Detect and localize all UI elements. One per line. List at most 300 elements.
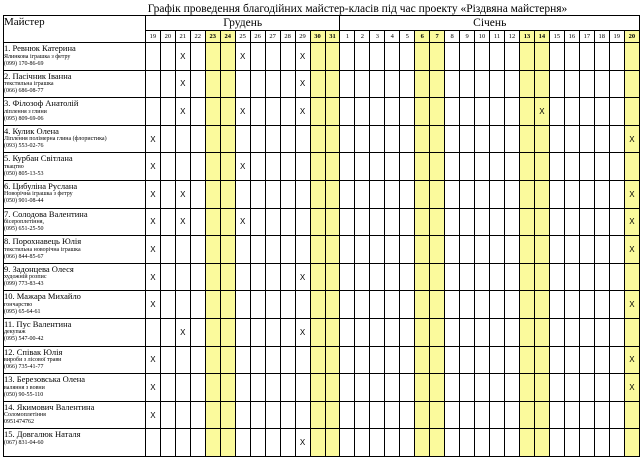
schedule-mark: X	[295, 318, 310, 346]
master-phone: (050) 901-08-44	[4, 198, 44, 205]
schedule-cell	[280, 401, 295, 429]
schedule-cell	[534, 208, 549, 236]
schedule-cell	[340, 208, 355, 236]
schedule-cell	[160, 374, 175, 402]
schedule-cell	[504, 401, 519, 429]
schedule-cell	[460, 429, 475, 457]
schedule-cell	[609, 236, 624, 264]
day-header: 24	[220, 31, 235, 43]
master-row	[4, 43, 640, 71]
schedule-cell	[504, 263, 519, 291]
schedule-cell	[190, 346, 205, 374]
schedule-cell	[220, 291, 235, 319]
schedule-cell	[504, 346, 519, 374]
schedule-cell	[175, 429, 190, 457]
schedule-cell	[549, 318, 564, 346]
schedule-cell	[400, 70, 415, 98]
schedule-cell	[445, 208, 460, 236]
schedule-mark: X	[235, 153, 250, 181]
schedule-cell	[295, 291, 310, 319]
schedule-cell	[490, 180, 505, 208]
schedule-cell	[160, 208, 175, 236]
master-cell	[4, 43, 146, 71]
master-phone: (095) 809-69-06	[4, 115, 44, 122]
schedule-cell	[355, 291, 370, 319]
schedule-cell	[280, 429, 295, 457]
schedule-cell	[504, 374, 519, 402]
schedule-cell	[265, 208, 280, 236]
schedule-cell	[490, 346, 505, 374]
master-phone: (050) 90-55-110	[4, 391, 44, 398]
schedule-cell	[475, 98, 490, 126]
schedule-cell	[385, 70, 400, 98]
schedule-cell	[430, 263, 445, 291]
schedule-cell	[549, 401, 564, 429]
schedule-mark: X	[175, 208, 190, 236]
schedule-cell	[504, 153, 519, 181]
schedule-cell	[355, 374, 370, 402]
schedule-cell	[549, 236, 564, 264]
schedule-cell	[355, 429, 370, 457]
schedule-cell	[295, 208, 310, 236]
schedule-cell	[310, 70, 325, 98]
schedule-cell	[415, 429, 430, 457]
schedule-cell	[310, 318, 325, 346]
schedule-mark: X	[624, 208, 639, 236]
schedule-cell	[445, 401, 460, 429]
schedule-cell	[205, 43, 220, 71]
schedule-cell	[325, 401, 340, 429]
schedule-cell	[519, 291, 534, 319]
master-cell	[4, 346, 146, 374]
day-header: 29	[295, 31, 310, 43]
schedule-cell	[534, 401, 549, 429]
schedule-cell	[519, 208, 534, 236]
schedule-cell	[579, 70, 594, 98]
master-name: 14. Якимович Валентина	[4, 401, 95, 412]
schedule-cell	[594, 43, 609, 71]
master-cell	[4, 429, 146, 457]
schedule-cell	[220, 125, 235, 153]
schedule-cell	[340, 98, 355, 126]
schedule-mark: X	[145, 346, 160, 374]
schedule-cell	[609, 374, 624, 402]
master-name: 1. Ревнюк Катерина	[4, 43, 76, 53]
schedule-cell	[385, 153, 400, 181]
schedule-cell	[340, 401, 355, 429]
day-header: 20	[160, 31, 175, 43]
schedule-cell	[280, 346, 295, 374]
schedule-cell	[175, 346, 190, 374]
schedule-cell	[445, 125, 460, 153]
schedule-cell	[624, 153, 639, 181]
schedule-cell	[609, 70, 624, 98]
master-craft: Ліплення полімерна глина (флористика)	[4, 136, 107, 143]
master-name: 7. Солодова Валентина	[4, 208, 88, 219]
schedule-cell	[310, 208, 325, 236]
schedule-cell	[355, 346, 370, 374]
schedule-cell	[504, 125, 519, 153]
schedule-mark: X	[295, 98, 310, 126]
schedule-cell	[475, 429, 490, 457]
month-header-december: Грудень	[145, 16, 340, 31]
schedule-cell	[325, 70, 340, 98]
schedule-cell	[160, 291, 175, 319]
schedule-cell	[355, 153, 370, 181]
schedule-cell	[519, 70, 534, 98]
day-header: 25	[235, 31, 250, 43]
schedule-cell	[475, 401, 490, 429]
schedule-cell	[325, 346, 340, 374]
schedule-cell	[250, 98, 265, 126]
schedule-cell	[519, 374, 534, 402]
master-cell	[4, 180, 146, 208]
schedule-cell	[370, 401, 385, 429]
schedule-cell	[220, 153, 235, 181]
master-craft: декупаж	[4, 329, 26, 336]
day-header: 26	[250, 31, 265, 43]
schedule-cell	[579, 374, 594, 402]
master-cell	[4, 208, 146, 236]
schedule-cell	[160, 429, 175, 457]
schedule-cell	[564, 125, 579, 153]
schedule-cell	[519, 98, 534, 126]
schedule-cell	[430, 346, 445, 374]
schedule-cell	[564, 153, 579, 181]
schedule-cell	[175, 374, 190, 402]
schedule-cell	[624, 401, 639, 429]
schedule-cell	[250, 318, 265, 346]
schedule-cell	[400, 236, 415, 264]
schedule-cell	[534, 236, 549, 264]
schedule-cell	[475, 346, 490, 374]
schedule-cell	[400, 429, 415, 457]
schedule-cell	[250, 208, 265, 236]
master-phone: (066) 735-41-77	[4, 364, 44, 371]
schedule-cell	[475, 125, 490, 153]
schedule-cell	[534, 43, 549, 71]
master-name: 8. Порохнавець Юлія	[4, 236, 82, 247]
schedule-cell	[310, 429, 325, 457]
schedule-cell	[460, 291, 475, 319]
master-row	[4, 70, 640, 98]
schedule-cell	[385, 208, 400, 236]
page-title: Графік проведення благодійних майстер-класів під час проекту «Різдвяна майстерня»	[147, 3, 568, 15]
schedule-cell	[205, 98, 220, 126]
schedule-mark: X	[175, 318, 190, 346]
schedule-cell	[579, 43, 594, 71]
master-name: 4. Кулик Олена	[4, 125, 59, 136]
schedule-cell	[400, 374, 415, 402]
schedule-cell	[355, 70, 370, 98]
schedule-cell	[534, 374, 549, 402]
schedule-cell	[400, 208, 415, 236]
schedule-cell	[325, 291, 340, 319]
schedule-cell	[504, 236, 519, 264]
schedule-cell	[145, 70, 160, 98]
day-header: 20	[624, 31, 639, 43]
schedule-cell	[340, 374, 355, 402]
schedule-cell	[504, 180, 519, 208]
schedule-cell	[594, 153, 609, 181]
schedule-mark: X	[235, 208, 250, 236]
schedule-cell	[430, 43, 445, 71]
schedule-cell	[430, 374, 445, 402]
schedule-cell	[370, 208, 385, 236]
schedule-cell	[220, 374, 235, 402]
schedule-cell	[400, 153, 415, 181]
schedule-cell	[385, 180, 400, 208]
master-name: 11. Пус Валентина	[4, 318, 72, 329]
master-cell	[4, 125, 146, 153]
schedule-cell	[220, 401, 235, 429]
schedule-cell	[250, 236, 265, 264]
schedule-cell	[445, 70, 460, 98]
schedule-cell	[430, 236, 445, 264]
schedule-cell	[624, 263, 639, 291]
schedule-cell	[280, 180, 295, 208]
master-name: 2. Пасічник Іванна	[4, 70, 72, 81]
schedule-cell	[400, 346, 415, 374]
schedule-cell	[310, 125, 325, 153]
schedule-cell	[265, 401, 280, 429]
schedule-cell	[160, 153, 175, 181]
schedule-cell	[385, 43, 400, 71]
schedule-cell	[175, 125, 190, 153]
schedule-cell	[415, 236, 430, 264]
day-header: 11	[490, 31, 505, 43]
schedule-cell	[445, 374, 460, 402]
schedule-cell	[445, 318, 460, 346]
master-row	[4, 291, 640, 319]
schedule-cell	[490, 70, 505, 98]
schedule-cell	[370, 263, 385, 291]
master-cell	[4, 318, 146, 346]
schedule-cell	[370, 429, 385, 457]
schedule-cell	[624, 98, 639, 126]
schedule-cell	[250, 125, 265, 153]
schedule-cell	[460, 70, 475, 98]
master-name: 13. Березовська Олена	[4, 374, 86, 385]
schedule-cell	[460, 153, 475, 181]
master-phone: (067) 831-04-60	[4, 439, 44, 446]
schedule-cell	[490, 125, 505, 153]
schedule-cell	[594, 180, 609, 208]
schedule-cell	[370, 125, 385, 153]
schedule-cell	[490, 263, 505, 291]
schedule-cell	[220, 346, 235, 374]
schedule-cell	[385, 236, 400, 264]
master-phone: (093) 553-02-76	[4, 143, 44, 150]
schedule-cell	[579, 291, 594, 319]
schedule-cell	[265, 429, 280, 457]
schedule-cell	[310, 153, 325, 181]
schedule-cell	[475, 180, 490, 208]
master-row	[4, 236, 640, 264]
master-name: 6. Цибуліна Руслана	[4, 180, 78, 191]
schedule-mark: X	[145, 401, 160, 429]
schedule-cell	[265, 291, 280, 319]
master-craft: вироби з лісової трави	[4, 357, 62, 364]
schedule-cell	[190, 125, 205, 153]
schedule-cell	[504, 98, 519, 126]
schedule-cell	[430, 180, 445, 208]
schedule-cell	[280, 125, 295, 153]
schedule-cell	[549, 98, 564, 126]
schedule-mark: X	[145, 263, 160, 291]
schedule-cell	[475, 153, 490, 181]
master-cell	[4, 98, 146, 126]
schedule-mark: X	[145, 374, 160, 402]
schedule-cell	[220, 318, 235, 346]
schedule-cell	[220, 70, 235, 98]
schedule-cell	[490, 98, 505, 126]
schedule-cell	[385, 429, 400, 457]
master-row	[4, 401, 640, 429]
master-craft: Ялинкова іграшка з фетру	[4, 53, 71, 60]
schedule-cell	[609, 180, 624, 208]
master-cell	[4, 401, 146, 429]
schedule-cell	[564, 401, 579, 429]
schedule-cell	[415, 291, 430, 319]
master-craft: текстильна новорічна іграшка	[4, 246, 81, 253]
schedule-cell	[549, 70, 564, 98]
schedule-cell	[549, 346, 564, 374]
schedule-cell	[340, 43, 355, 71]
schedule-cell	[385, 401, 400, 429]
schedule-cell	[295, 153, 310, 181]
schedule-cell	[280, 153, 295, 181]
schedule-cell	[265, 70, 280, 98]
schedule-cell	[340, 263, 355, 291]
schedule-cell	[624, 429, 639, 457]
schedule-cell	[160, 98, 175, 126]
schedule-cell	[534, 346, 549, 374]
schedule-cell	[190, 318, 205, 346]
schedule-cell	[624, 70, 639, 98]
day-header: 3	[370, 31, 385, 43]
schedule-cell	[370, 374, 385, 402]
schedule-cell	[609, 291, 624, 319]
schedule-cell	[235, 374, 250, 402]
schedule-cell	[564, 429, 579, 457]
schedule-cell	[340, 70, 355, 98]
schedule-cell	[609, 346, 624, 374]
schedule-cell	[235, 263, 250, 291]
schedule-cell	[160, 318, 175, 346]
schedule-cell	[609, 153, 624, 181]
schedule-cell	[564, 374, 579, 402]
schedule-cell	[385, 125, 400, 153]
schedule-cell	[250, 263, 265, 291]
day-header: 19	[145, 31, 160, 43]
schedule-cell	[400, 180, 415, 208]
schedule-cell	[490, 401, 505, 429]
master-row	[4, 153, 640, 181]
schedule-cell	[490, 208, 505, 236]
schedule-cell	[430, 401, 445, 429]
schedule-cell	[370, 153, 385, 181]
schedule-cell	[325, 153, 340, 181]
schedule-cell	[205, 429, 220, 457]
schedule-cell	[325, 374, 340, 402]
schedule-cell	[445, 263, 460, 291]
schedule-cell	[295, 236, 310, 264]
schedule-cell	[549, 43, 564, 71]
master-craft: Соломоплетіння	[4, 412, 46, 419]
schedule-cell	[175, 236, 190, 264]
schedule-cell	[205, 153, 220, 181]
schedule-cell	[624, 43, 639, 71]
schedule-cell	[430, 208, 445, 236]
schedule-cell	[504, 208, 519, 236]
schedule-cell	[519, 401, 534, 429]
schedule-mark: X	[175, 98, 190, 126]
schedule-cell	[445, 429, 460, 457]
master-craft: валяння з вовни	[4, 384, 45, 391]
schedule-cell	[355, 318, 370, 346]
schedule-cell	[490, 236, 505, 264]
master-row	[4, 318, 640, 346]
day-header: 21	[175, 31, 190, 43]
schedule-cell	[190, 153, 205, 181]
schedule-cell	[430, 125, 445, 153]
day-header: 6	[415, 31, 430, 43]
schedule-cell	[490, 153, 505, 181]
schedule-cell	[460, 374, 475, 402]
schedule-cell	[370, 98, 385, 126]
schedule-mark: X	[175, 180, 190, 208]
schedule-cell	[205, 208, 220, 236]
schedule-cell	[310, 346, 325, 374]
master-row	[4, 374, 640, 402]
schedule-cell	[340, 291, 355, 319]
schedule-cell	[310, 401, 325, 429]
schedule-cell	[295, 180, 310, 208]
schedule-cell	[295, 346, 310, 374]
schedule-cell	[325, 125, 340, 153]
schedule-cell	[564, 263, 579, 291]
schedule-cell	[519, 125, 534, 153]
schedule-cell	[190, 291, 205, 319]
schedule-cell	[235, 70, 250, 98]
schedule-cell	[579, 180, 594, 208]
schedule-cell	[205, 180, 220, 208]
schedule-cell	[460, 180, 475, 208]
schedule-cell	[250, 291, 265, 319]
schedule-cell	[594, 70, 609, 98]
schedule-cell	[280, 98, 295, 126]
schedule-cell	[594, 125, 609, 153]
schedule-cell	[564, 291, 579, 319]
schedule-cell	[475, 70, 490, 98]
schedule-cell	[415, 263, 430, 291]
schedule-cell	[355, 43, 370, 71]
schedule-cell	[265, 180, 280, 208]
master-cell	[4, 153, 146, 181]
schedule-cell	[579, 153, 594, 181]
schedule-cell	[205, 318, 220, 346]
schedule-cell	[415, 70, 430, 98]
schedule-cell	[160, 236, 175, 264]
schedule-cell	[579, 346, 594, 374]
schedule-cell	[235, 401, 250, 429]
schedule-cell	[175, 153, 190, 181]
day-header: 17	[579, 31, 594, 43]
schedule-cell	[370, 70, 385, 98]
schedule-cell	[460, 401, 475, 429]
day-header: 2	[355, 31, 370, 43]
